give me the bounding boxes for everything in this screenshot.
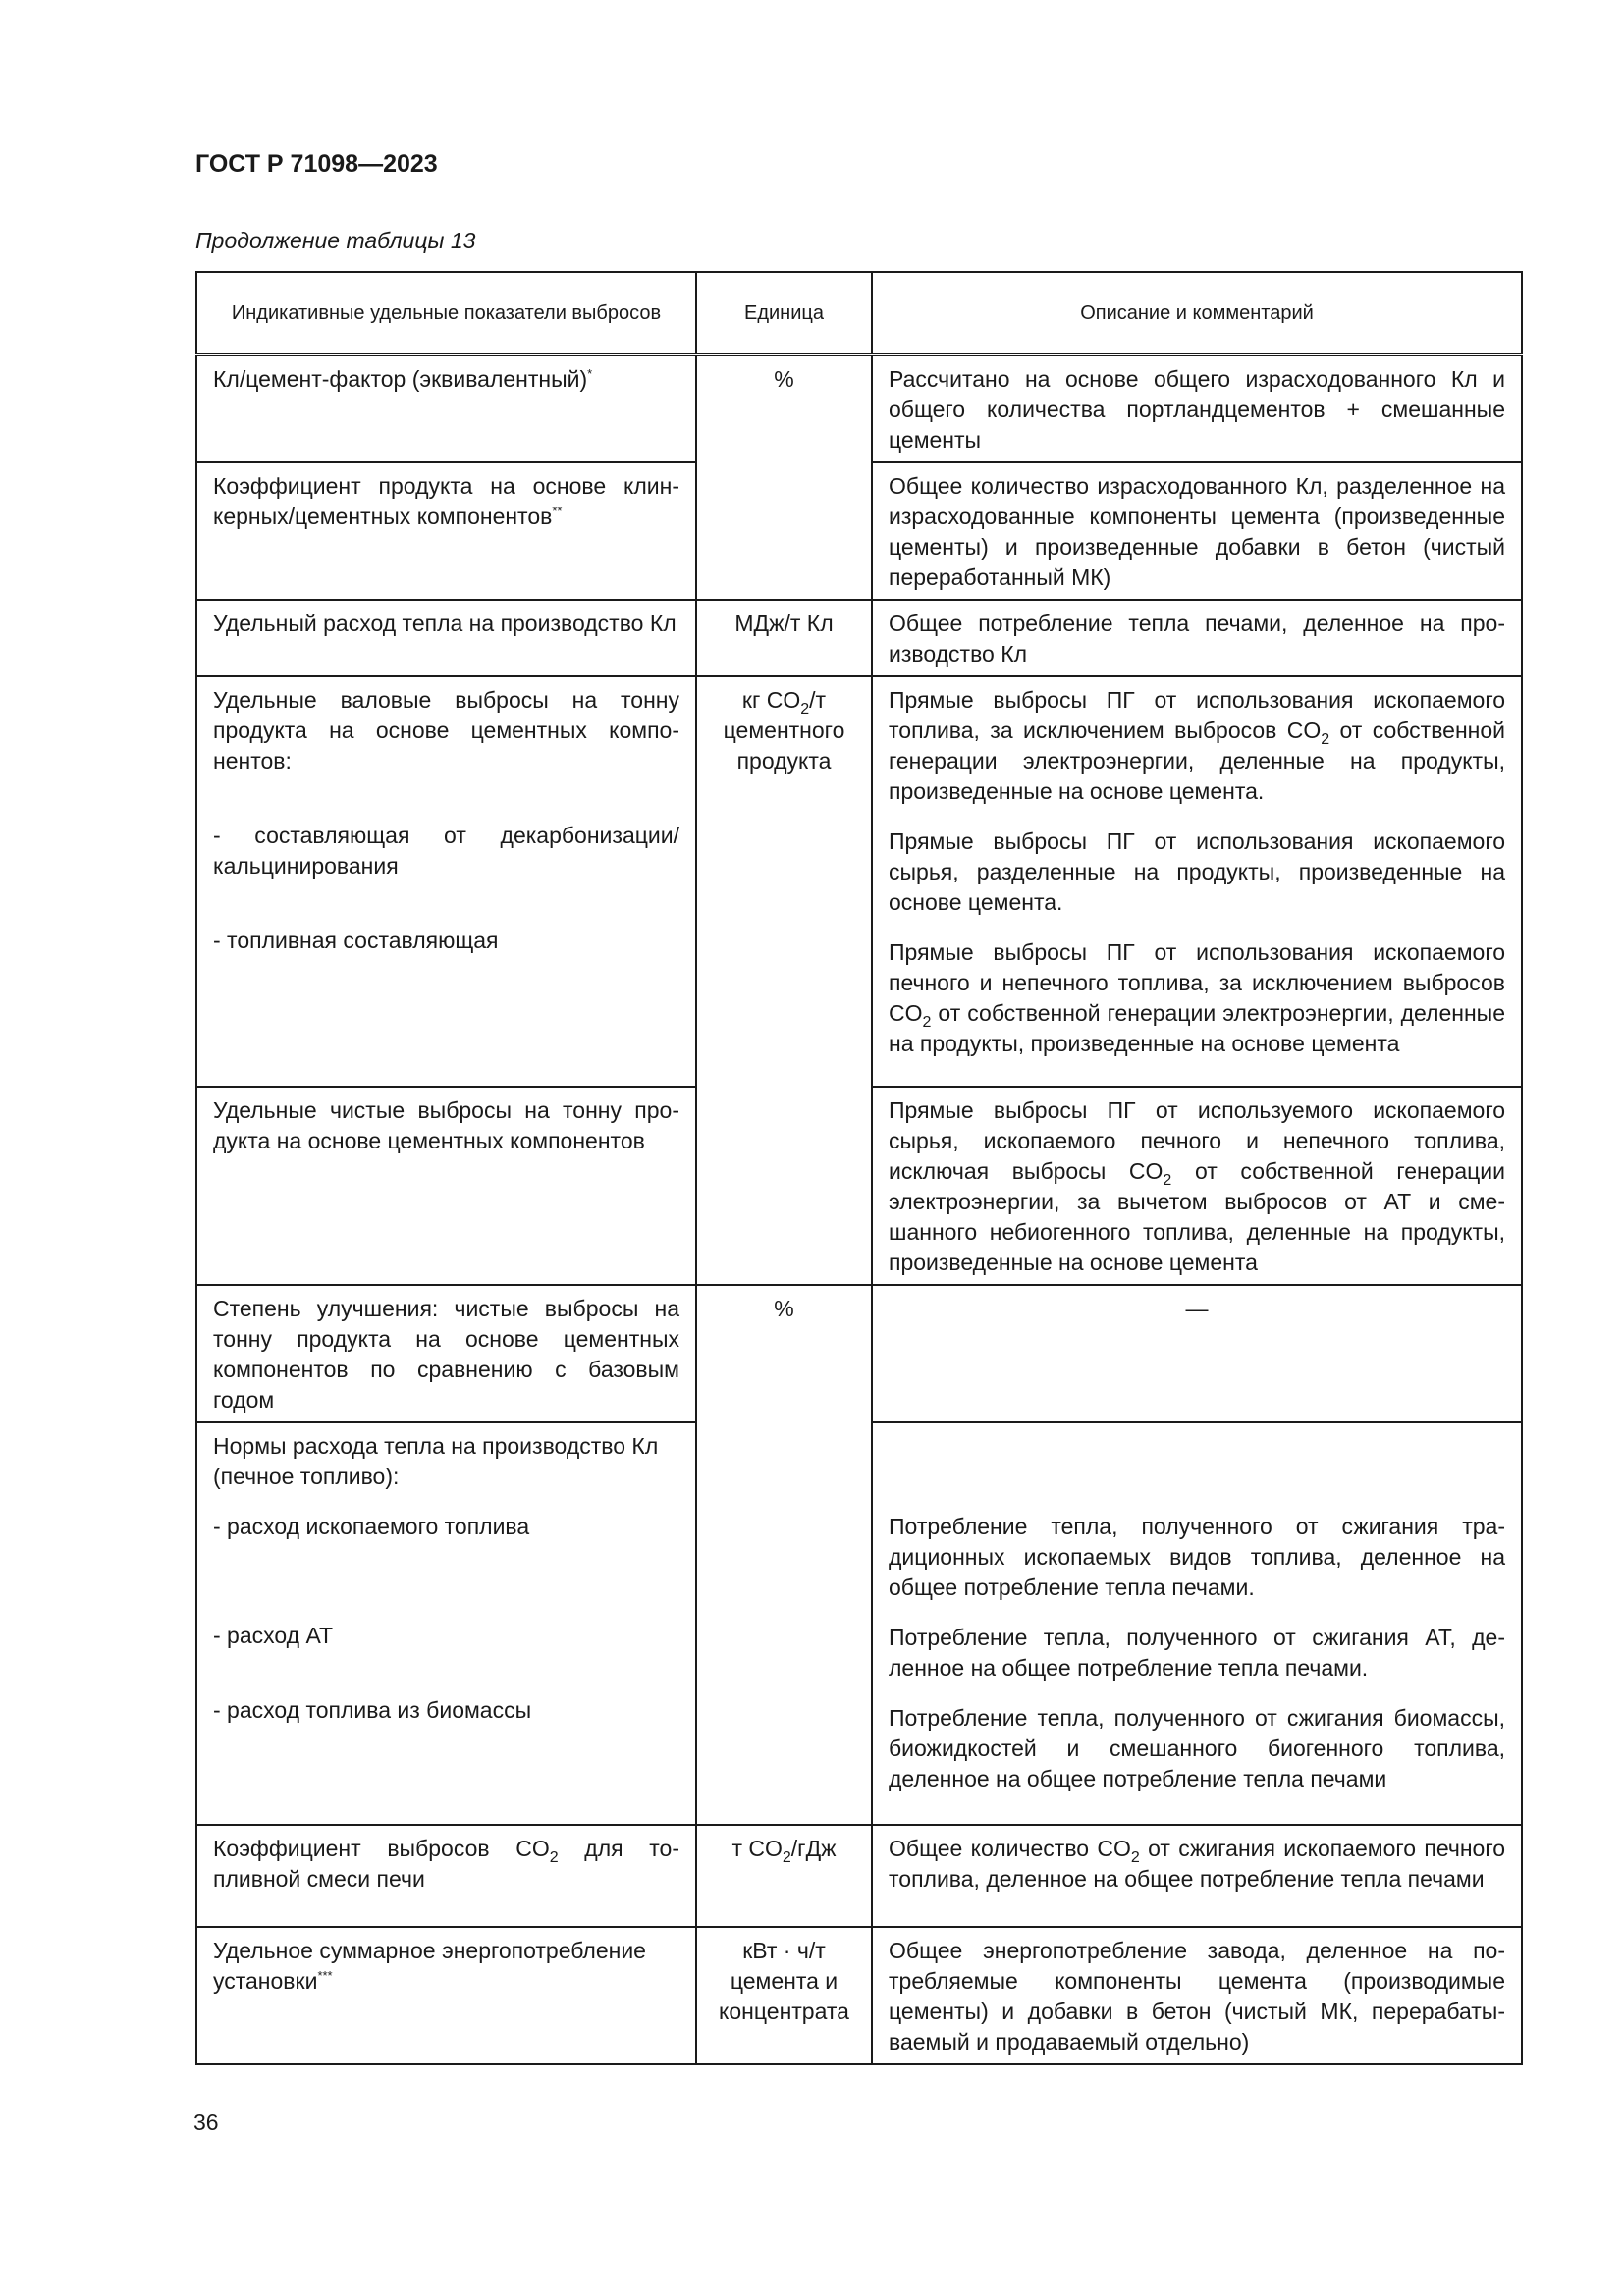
description-paragraph: Прямые выбросы ПГ от использования ископаемого сырья, разделенные на продукты, произведенные на основе цемента. xyxy=(889,828,1505,915)
description-paragraph: Потребление тепла, полученного от сжигания биомассы, биожидкостей и смешанного биогенного топлива, деленное на общее потребление тепла печами xyxy=(889,1705,1505,1791)
description-cell xyxy=(872,676,1522,1087)
description-paragraph: Прямые выбросы ПГ от использования ископаемого топлива, за исключением выбросов $CO_2$ от собственной генерации электроэнергии, деленные на продукты, произведенные на основе цемента. xyxy=(889,687,1505,804)
indicator-cell xyxy=(196,676,696,1087)
description-cell: Прямые выбросы ПГ от используемого ископаемого сырья, ископаемого печного и непечного топлива, исключая выбросы $CO_2$ от собственной генерации электроэнергии, за вычетом выбросов от АТ и смешанного небиогенного топлива, деленные на продукты, произведенные на основе цемента xyxy=(872,1087,1522,1285)
footnote-mark: *** xyxy=(317,1968,333,1983)
table-row xyxy=(196,1422,1522,1825)
indicator-cell: Удельное суммарное энергопотребление установки*** xyxy=(196,1927,696,2064)
description-paragraph: Прямые выбросы ПГ от использования ископаемого печного и непечного топлива, за исключением выбросов $CO_2$ от собственной генерации электроэнергии, деленные на продукты, произведенные на основе цемента xyxy=(889,939,1505,1056)
indicator-cell: Удельные чистые выбросы на тонну продукта на основе цементных компонентов xyxy=(196,1087,696,1285)
indicator-cell: Коэффициент выбросов $CO_2$ для топливной смеси печи xyxy=(196,1825,696,1927)
description-cell xyxy=(872,1422,1522,1825)
description-paragraph: Потребление тепла, полученного от сжигания АТ, деленное на общее потребление тепла печами. xyxy=(889,1625,1505,1681)
table-row xyxy=(196,355,1522,463)
unit-cell: % xyxy=(696,1285,872,1422)
table-header-row xyxy=(196,272,1522,355)
description-cell: Рассчитано на основе общего израсходованного Кл и общего количества портландцементов + смешанные цементы xyxy=(872,355,1522,463)
table-row xyxy=(196,600,1522,676)
document-code: ГОСТ Р 71098—2023 xyxy=(195,150,438,178)
indicator-sub-item: - расход топлива из биомассы xyxy=(213,1697,532,1723)
table-row xyxy=(196,1285,1522,1422)
table-row xyxy=(196,1927,1522,2064)
description-cell: Общее энергопотребление завода, деленное на потребляемые компоненты цемента (производимые цементы) и добавки в бетон (чистый МК, перерабатываемый и продаваемый отдельно) xyxy=(872,1927,1522,2064)
table-row xyxy=(196,1825,1522,1927)
unit-cell: МДж/т Кл xyxy=(696,600,872,676)
indicator-main: Нормы расхода тепла на производство Кл (печное топливо): xyxy=(213,1433,659,1489)
indicator-cell: Коэффициент продукта на основе клинкерных/цементных компонентов** xyxy=(196,462,696,600)
table-row xyxy=(196,462,1522,600)
unit-cell: % xyxy=(696,355,872,463)
indicator-cell: Кл/цемент-фактор (эквивалентный)* xyxy=(196,355,696,463)
unit-cell: кг $CO_2/т$ цементного продукта xyxy=(696,676,872,1087)
table-caption: Продолжение таблицы 13 xyxy=(195,228,476,253)
description-cell: Общее потребление тепла печами, деленное на производство Кл xyxy=(872,600,1522,676)
unit-cell xyxy=(696,1422,872,1825)
column-header-unit: Единица xyxy=(696,272,872,355)
description-cell: Общее количество $CO_2$ от сжигания ископаемого печного топлива, деленное на общее потребление тепла печами xyxy=(872,1825,1522,1927)
description-cell: Общее количество израсходованного Кл, разделенное на израсходованные компоненты цемента (произведенные цементы) и произведенные добавки в бетон (чистый переработанный МК) xyxy=(872,462,1522,600)
indicator-sub-item: - расход АТ xyxy=(213,1623,334,1648)
unit-cell: т $CO_2$/гДж xyxy=(696,1825,872,1927)
table-row xyxy=(196,1087,1522,1285)
column-header-indicator: Индикативные удельные показатели выбросов xyxy=(196,272,696,355)
footnote-mark: ** xyxy=(552,504,563,518)
indicator-cell: Степень улучшения: чистые выбросы на тонну продукта на основе цементных компонентов по сравнению с базовым годом xyxy=(196,1285,696,1422)
indicator-cell xyxy=(196,1422,696,1825)
emissions-indicators-table xyxy=(195,271,1523,2065)
table-row xyxy=(196,676,1522,1087)
unit-cell xyxy=(696,462,872,600)
column-header-description: Описание и комментарий xyxy=(872,272,1522,355)
indicator-sub-item: - составляющая от декарбонизации/ кальцинирования xyxy=(213,823,679,879)
indicator-main: Удельные валовые выбросы на тонну продукта на основе цементных компонентов: xyxy=(213,687,679,774)
footnote-mark: * xyxy=(587,366,593,381)
page-number: 36 xyxy=(193,2109,219,2135)
unit-cell xyxy=(696,1087,872,1285)
description-paragraph: Потребление тепла, полученного от сжигания традиционных ископаемых видов топлива, деленное на общее потребление тепла печами. xyxy=(889,1514,1505,1600)
indicator-cell: Удельный расход тепла на производство Кл xyxy=(196,600,696,676)
description-cell: — xyxy=(872,1285,1522,1422)
indicator-sub-item: - расход ископаемого топлива xyxy=(213,1514,530,1539)
unit-cell: кВт · ч/т цемента и концентрата xyxy=(696,1927,872,2064)
indicator-sub-item: - топливная составляющая xyxy=(213,928,499,953)
